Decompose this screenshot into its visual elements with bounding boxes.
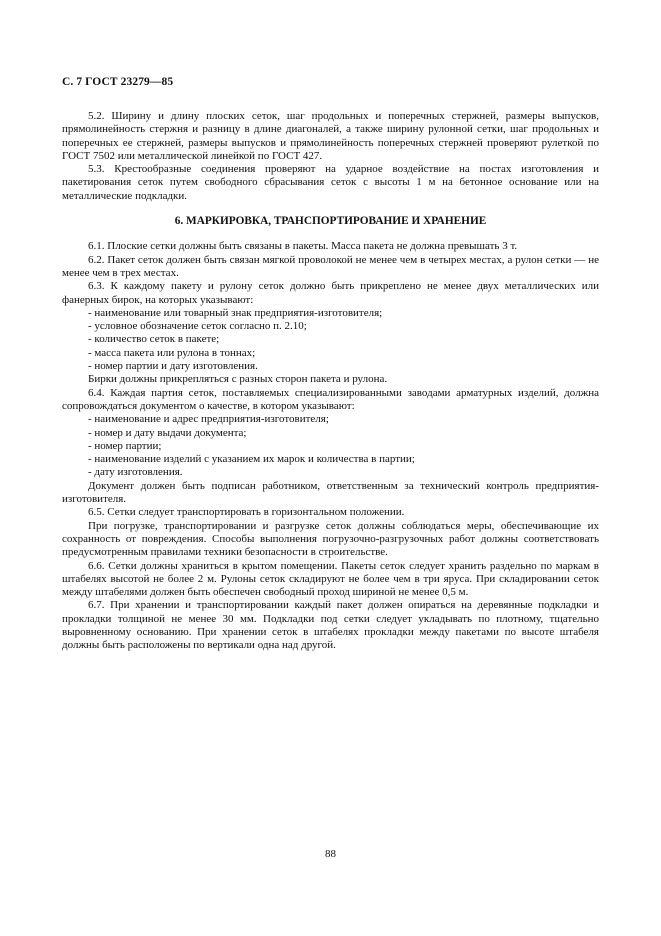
list-item: - масса пакета или рулона в тоннах; [88, 346, 256, 359]
document-body [62, 110, 599, 653]
paragraph-6-7: 6.7. При хранении и транспортировании каждый пакет должен опираться на деревянные подкладки и прокладки толщиной не менее 30 мм. Подкладки под сетки следует укладывать по плотному, тщательно выровненному основанию. При хранении сеток в штабелях прокладки между пакетами по высоте штабеля должны быть расположены по вертикали одна над другой. [62, 599, 599, 652]
list-item: - дату изготовления. [88, 466, 183, 479]
list-item: - номер и дату выдачи документа; [88, 426, 247, 439]
paragraph-6-5: 6.5. Сетки следует транспортировать в горизонтальном положении. [88, 506, 405, 519]
list-item: - наименование или товарный знак предприятия-изготовителя; [88, 306, 383, 319]
list-item: - номер партии; [88, 439, 162, 452]
paragraph-6-5-note: При погрузке, транспортировании и разгрузке сеток должны соблюдаться меры, обеспечивающие их сохранность от повреждения. Способы выполнения погрузочно-разгрузочных работ должны соответствовать предусмотренным правилами техники безопасности в строительстве. [62, 519, 599, 559]
page-header: С. 7 ГОСТ 23279—85 [62, 76, 174, 88]
paragraph-5-3: 5.3. Крестообразные соединения проверяют на ударное воздействие на постах изготовления и пакетирования сеток путем свободного сбрасывания сеток с высоты 1 м на бетонное основание или на металлические подкладки. [62, 163, 599, 202]
paragraph-5-2: 5.2. Ширину и длину плоских сеток, шаг продольных и поперечных стержней, размеры выпусков, прямолинейность стержня и разницу в длине диагоналей, а также ширину рулонной сетки, шаг продольных и поперечных ее стержней, размеры выпусков и прямолинейность поперечных стержней проверяют рулеткой по ГОСТ 7502 или металлической линейкой по ГОСТ 427. [62, 110, 599, 162]
list-item: - наименование и адрес предприятия-изготовителя; [88, 413, 329, 426]
list-item: - наименование изделий с указанием их марок и количества в партии; [88, 453, 415, 466]
list-item: - условное обозначение сеток согласно п. 2.10; [88, 320, 307, 333]
section-6-title: 6. МАРКИРОВКА, ТРАНСПОРТИРОВАНИЕ И ХРАНЕНИЕ [174, 215, 487, 228]
list-6-3 [62, 307, 599, 373]
list-item: - номер партии и дату изготовления. [88, 360, 258, 373]
paragraph-6-1: 6.1. Плоские сетки должны быть связаны в пакеты. Масса пакета не должна превышать 3 т. [88, 240, 518, 253]
paragraph-6-4-note: Документ должен быть подписан работником, ответственным за технический контроль предприятия-изготовителя. [62, 479, 599, 506]
paragraph-6-2: 6.2. Пакет сеток должен быть связан мягкой проволокой не менее чем в четырех местах, а рулон сетки — не менее чем в трех местах. [62, 253, 599, 279]
paragraph-6-3-note: Бирки должны прикрепляться с разных сторон пакета и рулона. [88, 373, 388, 386]
paragraph-6-4: 6.4. Каждая партия сеток, поставляемых специализированными заводами арматурных изделий, должна сопровождаться документом о качестве, в котором указывают: [62, 386, 599, 412]
list-item: - количество сеток в пакете; [88, 333, 220, 346]
paragraph-6-6: 6.6. Сетки должны храниться в крытом помещении. Пакеты сеток следует хранить раздельно по маркам в штабелях высотой не более 2 м. Рулоны сеток складируют не более чем в три яруса. При складировании сеток между штабелями должен быть обеспечен свободный проход шириной не менее 0,5 м. [62, 559, 599, 599]
paragraph-6-3: 6.3. К каждому пакету и рулону сеток должно быть прикреплено не менее двух металлических или фанерных бирок, на которых указывают: [62, 280, 599, 306]
list-6-4 [62, 413, 599, 479]
page-number: 88 [325, 848, 336, 860]
